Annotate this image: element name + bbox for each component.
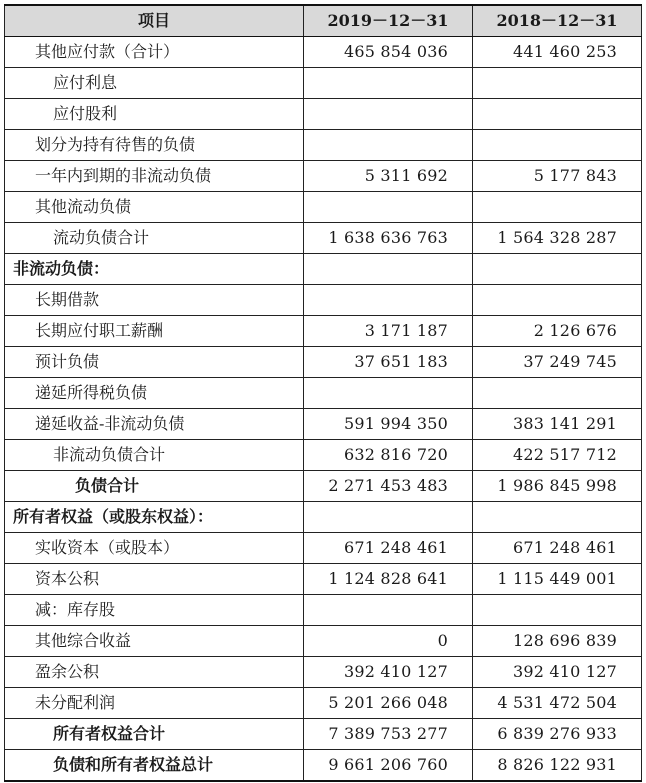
table-row [5, 409, 642, 440]
row-label: 应付利息 [5, 68, 304, 99]
value-2019: 7 389 753 277 [304, 719, 473, 750]
row-label: 划分为持有待售的负债 [5, 130, 304, 161]
row-label: 盈余公积 [5, 657, 304, 688]
value-2018: 128 696 839 [473, 626, 642, 657]
value-2019 [304, 68, 473, 99]
row-label: 未分配利润 [5, 688, 304, 719]
value-2019 [304, 378, 473, 409]
value-2019 [304, 502, 473, 533]
section-heading: 非流动负债： [5, 254, 304, 285]
table-row [5, 502, 642, 533]
value-2019: 465 854 036 [304, 37, 473, 68]
value-2019 [304, 254, 473, 285]
table-row [5, 688, 642, 719]
value-2018: 8 826 122 931 [473, 750, 642, 782]
row-label: 负债合计 [5, 471, 304, 502]
table-row [5, 378, 642, 409]
value-2018 [473, 192, 642, 223]
value-2018 [473, 285, 642, 316]
value-2019: 2 271 453 483 [304, 471, 473, 502]
value-2019 [304, 99, 473, 130]
value-2018 [473, 378, 642, 409]
value-2019 [304, 130, 473, 161]
table-row [5, 719, 642, 750]
row-label: 其他流动负债 [5, 192, 304, 223]
value-2018 [473, 130, 642, 161]
value-2018: 1 115 449 001 [473, 564, 642, 595]
value-2018: 6 839 276 933 [473, 719, 642, 750]
value-2018: 422 517 712 [473, 440, 642, 471]
row-label: 负债和所有者权益总计 [5, 750, 304, 782]
value-2019: 37 651 183 [304, 347, 473, 378]
row-label: 所有者权益合计 [5, 719, 304, 750]
row-label: 流动负债合计 [5, 223, 304, 254]
section-heading: 所有者权益（或股东权益）： [5, 502, 304, 533]
value-2019: 0 [304, 626, 473, 657]
value-2019 [304, 285, 473, 316]
table-row [5, 254, 642, 285]
value-2019: 671 248 461 [304, 533, 473, 564]
value-2018: 1 564 328 287 [473, 223, 642, 254]
value-2019: 591 994 350 [304, 409, 473, 440]
value-2019: 632 816 720 [304, 440, 473, 471]
table-row [5, 533, 642, 564]
value-2018: 2 126 676 [473, 316, 642, 347]
table-row [5, 595, 642, 626]
row-label: 减：库存股 [5, 595, 304, 626]
table-row [5, 657, 642, 688]
row-label: 预计负债 [5, 347, 304, 378]
balance-sheet [4, 4, 641, 782]
value-2019: 5 311 692 [304, 161, 473, 192]
value-2018: 441 460 253 [473, 37, 642, 68]
balance-sheet-table [4, 4, 642, 782]
value-2018: 37 249 745 [473, 347, 642, 378]
table-row [5, 99, 642, 130]
header-row [5, 5, 642, 37]
row-label: 资本公积 [5, 564, 304, 595]
value-2019: 5 201 266 048 [304, 688, 473, 719]
row-label: 长期应付职工薪酬 [5, 316, 304, 347]
value-2019: 392 410 127 [304, 657, 473, 688]
table-row [5, 316, 642, 347]
table-row [5, 440, 642, 471]
value-2018 [473, 68, 642, 99]
row-label: 递延所得税负债 [5, 378, 304, 409]
table-row [5, 750, 642, 782]
row-label: 实收资本（或股本） [5, 533, 304, 564]
table-row [5, 192, 642, 223]
table-row [5, 285, 642, 316]
value-2018: 5 177 843 [473, 161, 642, 192]
row-label: 一年内到期的非流动负债 [5, 161, 304, 192]
value-2019: 9 661 206 760 [304, 750, 473, 782]
value-2018: 671 248 461 [473, 533, 642, 564]
header-item: 项目 [5, 5, 304, 37]
row-label: 长期借款 [5, 285, 304, 316]
row-label: 非流动负债合计 [5, 440, 304, 471]
header-2018: 2018－12－31 [473, 5, 642, 37]
value-2018: 1 986 845 998 [473, 471, 642, 502]
value-2018: 392 410 127 [473, 657, 642, 688]
value-2018 [473, 502, 642, 533]
table-row [5, 626, 642, 657]
value-2018: 4 531 472 504 [473, 688, 642, 719]
row-label: 应付股利 [5, 99, 304, 130]
row-label: 其他综合收益 [5, 626, 304, 657]
table-row [5, 37, 642, 68]
table-row [5, 564, 642, 595]
value-2018 [473, 595, 642, 626]
table-row [5, 161, 642, 192]
table-row [5, 223, 642, 254]
table-row [5, 471, 642, 502]
value-2018 [473, 254, 642, 285]
value-2019: 1 124 828 641 [304, 564, 473, 595]
row-label: 其他应付款（合计） [5, 37, 304, 68]
header-2019: 2019－12－31 [304, 5, 473, 37]
table-row [5, 347, 642, 378]
value-2018 [473, 99, 642, 130]
value-2019 [304, 192, 473, 223]
table-row [5, 68, 642, 99]
value-2019: 3 171 187 [304, 316, 473, 347]
value-2018: 383 141 291 [473, 409, 642, 440]
value-2019: 1 638 636 763 [304, 223, 473, 254]
table-row [5, 130, 642, 161]
value-2019 [304, 595, 473, 626]
row-label: 递延收益-非流动负债 [5, 409, 304, 440]
